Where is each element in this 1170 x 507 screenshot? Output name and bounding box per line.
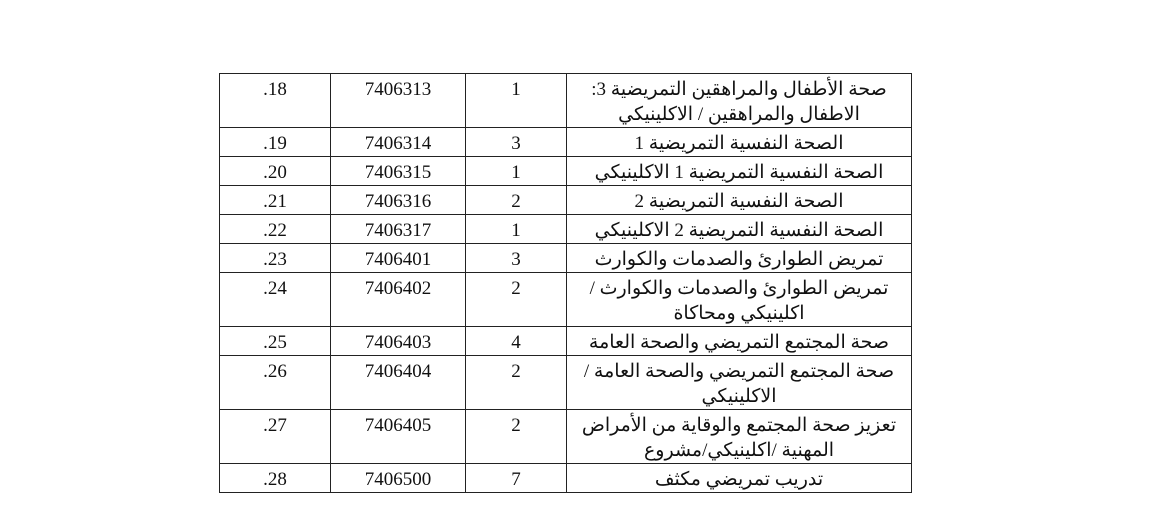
- table-row: [220, 157, 912, 186]
- course-name-cell: الصحة النفسية التمريضية 2: [567, 186, 912, 215]
- course-name-cell: تدريب تمريضي مكثف: [567, 464, 912, 493]
- row-number: .23: [263, 249, 287, 270]
- row-number-cell: [220, 356, 331, 410]
- course-code-cell: 7406404: [331, 356, 466, 410]
- credit-hours-cell: 1: [466, 74, 567, 128]
- row-number-cell: [220, 464, 331, 493]
- row-number: .20: [263, 162, 287, 183]
- table-row: [220, 273, 912, 327]
- course-code-cell: 7406403: [331, 327, 466, 356]
- credit-hours-cell: 1: [466, 215, 567, 244]
- course-code-cell: 7406405: [331, 410, 466, 464]
- credit-hours-cell: 2: [466, 273, 567, 327]
- row-number-cell: [220, 128, 331, 157]
- course-name-cell: تمريض الطوارئ والصدمات والكوارث: [567, 244, 912, 273]
- row-number-cell: [220, 157, 331, 186]
- course-name-cell: الصحة النفسية التمريضية 1 الاكلينيكي: [567, 157, 912, 186]
- course-name-cell: صحة الأطفال والمراهقين التمريضية 3: الاطفال والمراهقين / الاكلينيكي: [567, 74, 912, 128]
- credit-hours-cell: 1: [466, 157, 567, 186]
- course-code-cell: 7406500: [331, 464, 466, 493]
- course-code-cell: 7406401: [331, 244, 466, 273]
- row-number: .25: [263, 332, 287, 353]
- table-row: [220, 128, 912, 157]
- course-name-cell: الصحة النفسية التمريضية 2 الاكلينيكي: [567, 215, 912, 244]
- course-name-cell: صحة المجتمع التمريضي والصحة العامة: [567, 327, 912, 356]
- table-row: [220, 464, 912, 493]
- course-name-cell: تمريض الطوارئ والصدمات والكوارث /اكلينيكي ومحاكاة: [567, 273, 912, 327]
- table-row: [220, 410, 912, 464]
- table-row: [220, 327, 912, 356]
- row-number: .21: [263, 191, 287, 212]
- credit-hours-cell: 2: [466, 356, 567, 410]
- row-number: .28: [263, 469, 287, 490]
- row-number-cell: [220, 410, 331, 464]
- course-code-cell: 7406313: [331, 74, 466, 128]
- course-code-cell: 7406314: [331, 128, 466, 157]
- row-number: .19: [263, 133, 287, 154]
- course-code-cell: 7406402: [331, 273, 466, 327]
- row-number-cell: [220, 186, 331, 215]
- credit-hours-cell: 3: [466, 244, 567, 273]
- course-name-cell: صحة المجتمع التمريضي والصحة العامة / الاكلينيكي: [567, 356, 912, 410]
- credit-hours-cell: 2: [466, 186, 567, 215]
- course-code-cell: 7406316: [331, 186, 466, 215]
- credit-hours-cell: 2: [466, 410, 567, 464]
- credit-hours-cell: 3: [466, 128, 567, 157]
- row-number: .26: [263, 361, 287, 382]
- credit-hours-cell: 7: [466, 464, 567, 493]
- table-row: [220, 74, 912, 128]
- row-number: .22: [263, 220, 287, 241]
- course-code-cell: 7406317: [331, 215, 466, 244]
- table-row: [220, 244, 912, 273]
- table-row: [220, 215, 912, 244]
- course-name-cell: تعزيز صحة المجتمع والوقاية من الأمراض المهنية /اكلينيكي/مشروع: [567, 410, 912, 464]
- row-number-cell: [220, 74, 331, 128]
- table-row: [220, 356, 912, 410]
- row-number: .18: [263, 79, 287, 100]
- row-number-cell: [220, 327, 331, 356]
- row-number: .27: [263, 415, 287, 436]
- row-number-cell: [220, 215, 331, 244]
- row-number-cell: [220, 244, 331, 273]
- row-number-cell: [220, 273, 331, 327]
- credit-hours-cell: 4: [466, 327, 567, 356]
- table-row: [220, 186, 912, 215]
- row-number: .24: [263, 278, 287, 299]
- course-code-cell: 7406315: [331, 157, 466, 186]
- course-name-cell: الصحة النفسية التمريضية 1: [567, 128, 912, 157]
- courses-table: [219, 73, 912, 493]
